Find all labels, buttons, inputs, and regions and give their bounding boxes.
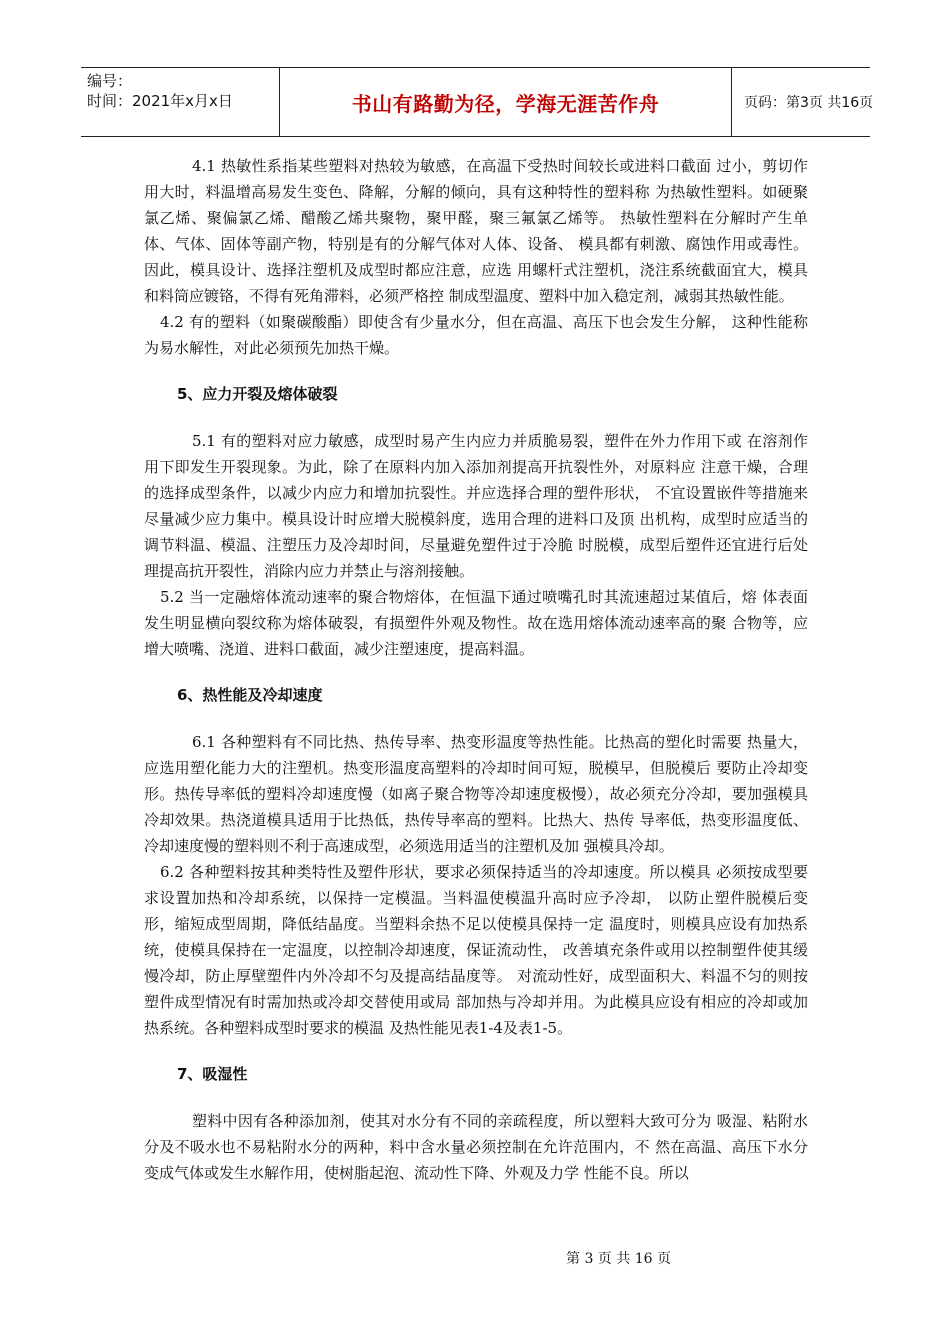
header-motto: 书山有路勤为径，学海无涯苦作舟 xyxy=(280,68,732,136)
date-label: 时间：2021年x月x日 xyxy=(87,92,233,110)
paragraph-6-1: 6.1 各种塑料有不同比热、热传导率、热变形温度等热性能。比热高的塑化时需要 热量大，应选用塑化能力大的注塑机。热变形温度高塑料的冷却时间可短，脱模早，但脱模后 要防止冷却变形。热传导率低的塑料冷却速度慢（如离子聚合物等冷却速度极慢），故必须充分冷却，要加强模具冷却效果。热浇道模具适用于比热低，热传导率高的塑料。比热大、热传 导率低，热变形温度低、冷却速度慢的塑料则不利于高速成型，必须选用适当的注塑机及加 强模具冷却。 xyxy=(144,733,808,855)
paragraph-6-2: 6.2 各种塑料按其种类特性及塑件形状，要求必须保持适当的冷却速度。所以模具 必须按成型要求设置加热和冷却系统，以保持一定模温。当料温使模温升高时应予冷却， 以防止塑件脱模后变形，缩短成型周期，降低结晶度。当塑料余热不足以使模具保持一定 温度时，则模具应设有加热系统，使模具保持在一定温度，以控制冷却速度，保证流动性， 改善填充条件或用以控制塑件使其缓慢冷却，防止厚壁塑件内外冷却不匀及提高结晶度等。 对流动性好，成型面积大、料温不匀的则按塑件成型情况有时需加热或冷却交替使用或局 部加热与冷却并用。为此模具应设有相应的冷却或加热系统。各种塑料成型时要求的模温 及热性能见表1-4及表1-5。 xyxy=(144,863,808,1037)
footer-page-number: 第 3 页 共 16 页 xyxy=(566,1251,671,1267)
page-header xyxy=(81,67,874,137)
header-page-info: 页码：第3页 共16页 xyxy=(744,95,874,111)
paragraph-5-1: 5.1 有的塑料对应力敏感，成型时易产生内应力并质脆易裂，塑件在外力作用下或 在溶剂作用下即发生开裂现象。为此，除了在原料内加入添加剂提高开抗裂性外，对原料应 注意干燥，合理的选择成型条件，以减少内应力和增加抗裂性。并应选择合理的塑件形状， 不宜设置嵌件等措施来尽量减少应力集中。模具设计时应增大脱模斜度，选用合理的进料口及顶 出机构，成型时应适当的调节料温、模温、注塑压力及冷却时间，尽量避免塑件过于冷脆 时脱模，成型后塑件还宜进行后处理提高抗开裂性，消除内应力并禁止与溶剂接触。 xyxy=(144,432,808,580)
paragraph-7: 塑料中因有各种添加剂，使其对水分有不同的亲疏程度，所以塑料大致可分为 吸湿、粘附水分及不吸水也不易粘附水分的两种，料中含水量必须控制在允许范围内，不 然在高温、高压下水分变成气体或发生水解作用，使树脂起泡、流动性下降、外观及力学 性能不良。所以 xyxy=(144,1112,808,1182)
paragraph-4-2: 4.2 有的塑料（如聚碳酸酯）即使含有少量水分，但在高温、高压下也会发生分解， 这种性能称为易水解性，对此必须预先加热干燥。 xyxy=(144,313,808,357)
header-meta-cell xyxy=(81,68,280,136)
serial-label: 编号： xyxy=(87,72,133,90)
paragraph-5-2: 5.2 当一定融熔体流动速率的聚合物熔体，在恒温下通过喷嘴孔时其流速超过某值后，熔 体表面发生明显横向裂纹称为熔体破裂，有损塑件外观及物性。故在选用熔体流动速率高的聚 合物等，应增大喷嘴、浇道、进料口截面，减少注塑速度，提高料温。 xyxy=(144,588,808,658)
section-heading-5: 5、应力开裂及熔体破裂 xyxy=(177,385,338,403)
document-body xyxy=(144,153,808,1186)
paragraph-4-1: 4.1 热敏性系指某些塑料对热较为敏感，在高温下受热时间较长或进料口截面 过小，剪切作用大时，料温增高易发生变色、降解，分解的倾向，具有这种特性的塑料称 为热敏性塑料。如硬聚氯乙烯、聚偏氯乙烯、醋酸乙烯共聚物，聚甲醛，聚三氟氯乙烯等。 热敏性塑料在分解时产生单体、气体、固体等副产物，特别是有的分解气体对人体、设备、 模具都有刺激、腐蚀作用或毒性。因此，模具设计、选择注塑机及成型时都应注意，应选 用螺杆式注塑机，浇注系统截面宜大，模具和料筒应镀铬，不得有死角滞料，必须严格控 制成型温度、塑料中加入稳定剂，减弱其热敏性能。 xyxy=(144,157,808,305)
section-heading-7: 7、吸湿性 xyxy=(177,1065,248,1083)
section-heading-6: 6、热性能及冷却速度 xyxy=(177,686,323,704)
